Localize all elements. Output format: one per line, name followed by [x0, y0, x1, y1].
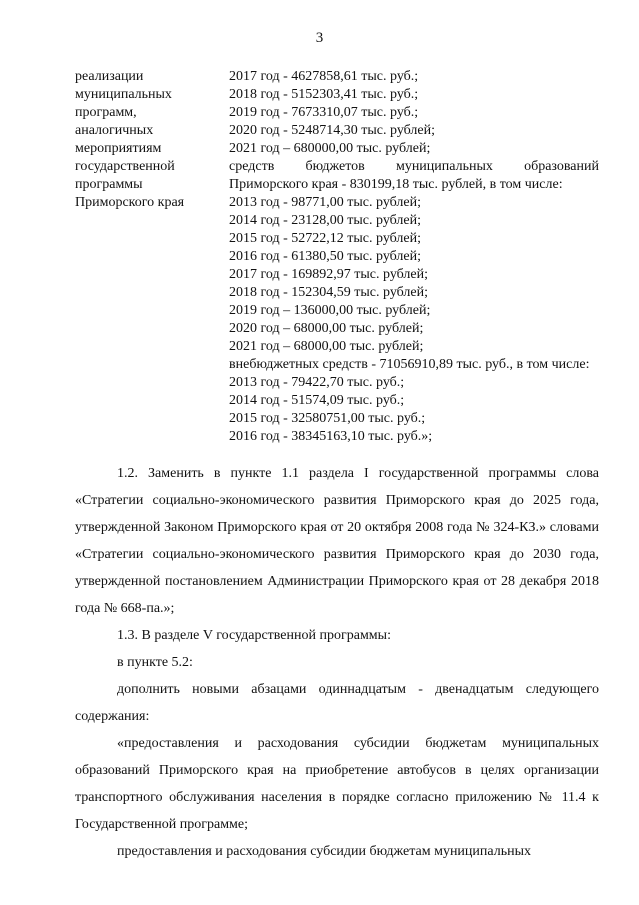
- paragraph-add-abzats: дополнить новыми абзацами одиннадцатым - двенадцатым следующего содержания:: [75, 682, 599, 724]
- label-line: аналогичных: [75, 123, 154, 138]
- amount-line: 2017 год - 4627858,61 тыс. руб.;: [229, 69, 419, 84]
- paragraph-1-2: 1.2. Заменить в пункте 1.1 раздела I государственной программы слова «Стратегии социально-экономического развития Приморского края до 2025 года, утвержденной Законом Приморского края от 20 октября 2008 года № 324-КЗ.» словами «Стратегии социально-экономического развития Приморского края до 2030 года, утвержденной постановлением Администрации Приморского края от 28 декабря 2018 года № 668-па.»;: [75, 466, 599, 616]
- municipal-amount-line: 2021 год – 68000,00 тыс. рублей;: [229, 339, 424, 354]
- amount-line: 2019 год - 7673310,07 тыс. руб.;: [229, 105, 419, 120]
- municipal-amount-line: 2019 год – 136000,00 тыс. рублей;: [229, 303, 431, 318]
- paragraph-5-2: в пункте 5.2:: [117, 655, 193, 670]
- extrabudget-intro: внебюджетных средств - 71056910,89 тыс. руб., в том числе:: [229, 357, 590, 372]
- label-line: муниципальных: [75, 87, 172, 102]
- extrabudget-amount-line: 2016 год - 38345163,10 тыс. руб.»;: [229, 429, 433, 444]
- municipal-intro: средств бюджетов муниципальных образований: [229, 159, 599, 174]
- label-line: реализации: [75, 69, 144, 84]
- municipal-amount-line: 2020 год – 68000,00 тыс. рублей;: [229, 321, 424, 336]
- extrabudget-amount-line: 2015 год - 32580751,00 тыс. руб.;: [229, 411, 426, 426]
- extrabudget-amount-line: 2014 год - 51574,09 тыс. руб.;: [229, 393, 405, 408]
- paragraph-1-3: 1.3. В разделе V государственной программы:: [117, 628, 391, 643]
- funding-amounts: [229, 68, 599, 446]
- amount-line: 2021 год – 680000,00 тыс. рублей;: [229, 141, 431, 156]
- page-number: 3: [315, 30, 324, 46]
- paragraph-subsidy-buses: «предоставления и расходования субсидии бюджетам муниципальных образований Приморского края на приобретение автобусов в целях организации транспортного обслуживания населения в порядке согласно приложению № 11.4 к Государственной программе;: [75, 736, 599, 832]
- label-line: программы: [75, 177, 143, 192]
- amount-line: 2018 год - 5152303,41 тыс. руб.;: [229, 87, 419, 102]
- document-body: [75, 460, 599, 865]
- extrabudget-amount-line: 2013 год - 79422,70 тыс. руб.;: [229, 375, 405, 390]
- municipal-intro-total: Приморского края - 830199,18 тыс. рублей, в том числе:: [229, 177, 563, 192]
- label-line: Приморского края: [75, 195, 185, 210]
- municipal-amount-line: 2017 год - 169892,97 тыс. рублей;: [229, 267, 429, 282]
- municipal-amount-line: 2016 год - 61380,50 тыс. рублей;: [229, 249, 422, 264]
- label-line: мероприятиям: [75, 141, 162, 156]
- municipal-amount-line: 2015 год - 52722,12 тыс. рублей;: [229, 231, 422, 246]
- amount-line: 2020 год - 5248714,30 тыс. рублей;: [229, 123, 436, 138]
- funding-source-label: [75, 68, 225, 212]
- municipal-amount-line: 2013 год - 98771,00 тыс. рублей;: [229, 195, 422, 210]
- label-line: программ,: [75, 105, 137, 120]
- municipal-amount-line: 2014 год - 23128,00 тыс. рублей;: [229, 213, 422, 228]
- paragraph-subsidy-next: предоставления и расходования субсидии бюджетам муниципальных: [117, 844, 532, 859]
- label-line: государственной: [75, 159, 175, 174]
- municipal-amount-line: 2018 год - 152304,59 тыс. рублей;: [229, 285, 429, 300]
